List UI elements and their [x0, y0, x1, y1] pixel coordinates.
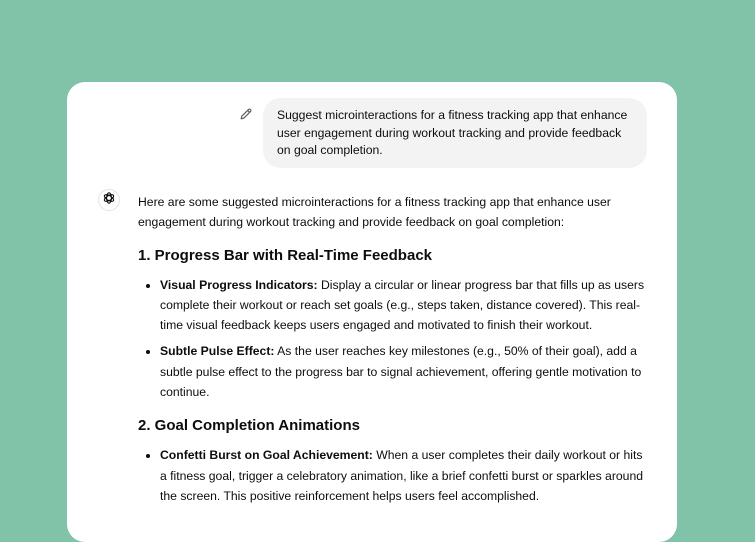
- assistant-response: [138, 192, 650, 512]
- assistant-avatar: [98, 189, 120, 211]
- list-item-title: Visual Progress Indicators:: [160, 277, 318, 292]
- list-item-text: When a user completes their daily workout or hits a fitness goal, trigger a celebratory animation, like a brief confetti burst or sparkles around the screen. This positive reinforcement helps users feel accomplished.: [160, 448, 644, 503]
- section-heading: 2. Goal Completion Animations: [138, 417, 360, 435]
- section-list: [138, 445, 650, 506]
- chat-card: [67, 82, 677, 542]
- list-item: [160, 275, 650, 336]
- list-item-title: Confetti Burst on Goal Achievement:: [160, 448, 373, 463]
- pencil-icon[interactable]: [239, 107, 253, 121]
- user-message-text: Suggest microinteractions for a fitness tracking app that enhance user engagement during workout tracking and provide feedback on goal completion.: [277, 108, 628, 157]
- list-item-title: Subtle Pulse Effect:: [160, 344, 275, 359]
- section-heading: 1. Progress Bar with Real-Time Feedback: [138, 246, 433, 264]
- response-intro: Here are some suggested microinteractions for a fitness tracking app that enhance user engagement during workout tracking and provide feedback on goal completion:: [138, 195, 611, 230]
- section-list: [138, 275, 650, 403]
- list-item: [160, 341, 650, 402]
- list-item-text: Display a circular or linear progress bar that fills up as users complete their workout or reach set goals (e.g., steps taken, distance covered). This real-time visual feedback keeps users engaged and motivated to finish their workout.: [160, 277, 645, 333]
- openai-logo-icon: [102, 191, 116, 210]
- list-item-text: As the user reaches key milestones (e.g., 50% of their goal), add a subtle pulse effect to the progress bar to signal achievement, offering gentle motivation to continue.: [160, 344, 642, 400]
- list-item: [160, 445, 650, 506]
- user-message-bubble: [263, 98, 647, 168]
